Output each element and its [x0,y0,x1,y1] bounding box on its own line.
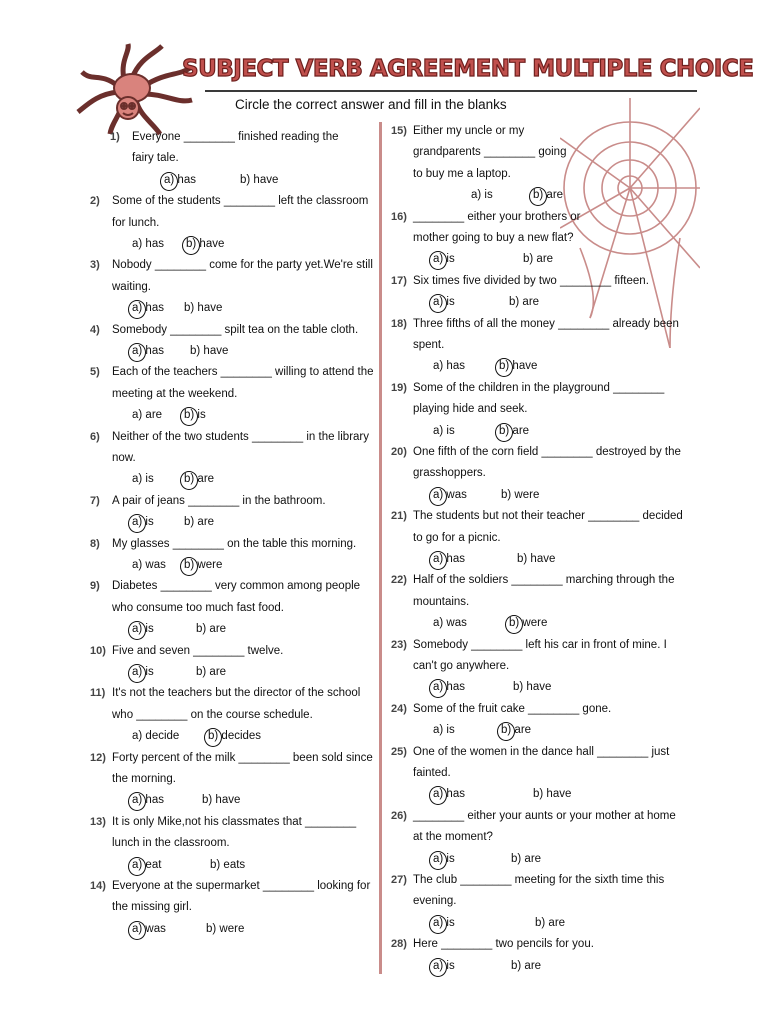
answer-option-a[interactable]: a) is [433,724,455,737]
question-number: 6) [90,430,100,443]
answer-options [413,549,683,570]
answer-option-a[interactable]: a) was [433,617,467,630]
question-text: Half of the soldiers ________ marching through the mountains. [413,574,675,608]
question-20 [393,442,683,506]
answer-option-a[interactable]: a) is [471,189,493,202]
question-8 [92,534,374,577]
question-text: My glasses ________ on the table this morning. [112,537,357,550]
answer-option-a[interactable]: a) was [132,919,166,940]
answer-option-a[interactable]: a) was [132,559,166,572]
answer-option-b[interactable]: b) have [186,234,224,255]
answer-option-b[interactable]: b) are [511,959,542,972]
question-number: 5) [90,366,100,379]
question-number: 19) [391,381,407,394]
answer-options [413,185,683,206]
answer-option-b[interactable]: b) have [240,173,279,186]
question-number: 11) [90,687,106,700]
question-number: 12) [90,751,106,764]
answer-options [413,677,683,698]
question-number: 1) [110,131,120,143]
answer-option-b[interactable]: b) were [184,555,222,576]
question-11 [92,683,374,747]
answer-options [413,249,683,270]
answer-options [112,341,374,362]
answer-option-a[interactable]: a) is [132,473,154,486]
question-number: 14) [90,880,106,893]
question-number: 17) [391,274,407,287]
answer-options [112,512,374,533]
question-number: 26) [391,809,407,822]
answer-options [413,356,683,377]
question-text: The students but not their teacher ________ decided to go for a picnic. [413,510,683,544]
answer-option-b[interactable]: b) have [202,794,241,807]
page-title: SUBJECT VERB AGREEMENT MULTIPLE CHOICE [182,56,754,82]
question-25 [393,742,683,806]
question-text: A pair of jeans ________ in the bathroom. [112,494,326,507]
answer-option-a[interactable]: a) are [132,409,163,422]
answer-options [112,298,374,319]
question-text: Six times five divided by two ________ fifteen. [413,274,649,287]
answer-options [413,913,683,934]
question-text: The club ________ meeting for the sixth time this evening. [413,874,665,908]
question-text: Three fifths of all the money ________ already been spent. [413,317,679,352]
answer-options [413,720,683,741]
question-9 [92,576,374,640]
question-text: Somebody ________ left his car in front of mine. I can't go anywhere. [413,638,667,673]
question-text: Some of the children in the playground ________ playing hide and seek. [413,381,665,416]
answer-option-a[interactable]: a) is [433,249,455,270]
question-text: Either my uncle or my grandparents ________ going to buy me a laptop. [413,125,567,180]
answer-option-b[interactable]: b) have [517,553,556,566]
answer-option-a[interactable]: a) decide [132,730,180,743]
question-number: 2) [90,195,100,208]
question-27 [393,870,683,934]
question-text: Here ________ two pencils for you. [413,938,594,951]
question-number: 7) [90,494,100,507]
question-4 [92,320,374,363]
question-17 [393,271,683,314]
question-number: 18) [391,317,407,330]
answer-option-b[interactable]: b) are [523,253,554,266]
answer-option-a[interactable]: a) is [132,512,154,533]
answer-options [132,170,374,191]
question-list-right [393,121,683,977]
question-19 [393,378,683,442]
question-22 [393,570,683,634]
answer-options [413,421,683,442]
answer-option-a[interactable]: a) eat [132,855,161,876]
answer-option-a[interactable]: a) is [433,424,455,437]
question-7 [92,491,374,534]
answer-option-b[interactable]: b) were [501,488,540,501]
answer-option-b[interactable]: b) are [501,720,531,741]
answer-option-a[interactable]: a) is [132,662,154,683]
answer-options [112,662,374,683]
question-text: It is only Mike,not his classmates that ________ lunch in the classroom. [112,815,357,850]
question-number: 24) [391,702,407,715]
question-21 [393,506,683,570]
answer-options [112,555,374,576]
answer-option-b[interactable]: b) are [533,185,563,206]
answer-option-a[interactable]: a) has [164,170,196,191]
answer-option-b[interactable]: b) are [196,666,227,679]
question-1 [92,127,374,191]
question-number: 3) [90,259,100,272]
question-text: One fifth of the corn field ________ destroyed by the grasshoppers. [413,446,681,480]
question-3 [92,255,374,319]
question-number: 8) [90,537,100,550]
question-14 [92,876,374,940]
question-text: Everyone at the supermarket ________ looking for the missing girl. [112,880,371,914]
answer-option-a[interactable]: a) is [433,292,455,313]
question-text: Some of the fruit cake ________ gone. [413,702,612,715]
question-number: 27) [391,874,407,887]
answer-option-b[interactable]: b) are [535,916,566,929]
question-number: 20) [391,446,407,459]
answer-options [112,469,374,490]
question-number: 25) [391,745,407,758]
question-28 [393,934,683,977]
answer-option-a[interactable]: a) was [433,485,467,506]
question-text: ________ either your aunts or your mother at home at the moment? [413,809,676,844]
answer-options [413,292,683,313]
question-26 [393,806,683,870]
answer-option-b[interactable]: b) eats [210,858,246,871]
question-number: 10) [90,644,106,657]
question-number: 23) [391,638,407,651]
answer-option-b[interactable]: b) are [509,296,540,309]
answer-option-a[interactable]: a) is [433,913,455,934]
answer-options [112,919,374,940]
answer-options [112,619,374,640]
answer-option-b[interactable]: b) are [499,421,529,442]
question-5 [92,362,374,426]
question-number: 21) [391,510,407,523]
answer-option-a[interactable]: a) is [433,849,455,870]
question-13 [92,812,374,876]
title-underline [205,90,697,92]
answer-option-b[interactable]: b) have [190,345,229,358]
answer-option-a[interactable]: a) has [433,549,465,570]
question-16 [393,207,683,271]
question-number: 28) [391,938,407,951]
answer-option-a[interactable]: a) has [433,360,465,373]
answer-options [112,726,374,747]
answer-options [112,405,374,426]
answer-options [112,234,374,255]
answer-option-b[interactable]: b) are [511,852,542,865]
question-text: Each of the teachers ________ willing to attend the meeting at the weekend. [112,366,374,400]
question-24 [393,699,683,742]
question-text: ________ either your brothers or mother going to buy a new flat? [413,210,581,245]
answer-option-b[interactable]: b) are [196,623,227,636]
answer-option-b[interactable]: b) decides [208,726,261,747]
question-text: One of the women in the dance hall ________ just fainted. [413,745,670,780]
question-number: 15) [391,125,407,137]
answer-options [112,790,374,811]
answer-option-a[interactable]: a) has [132,341,164,362]
question-15 [393,121,683,207]
answer-option-b[interactable]: b) were [206,922,245,935]
question-text: Somebody ________ spilt tea on the table cloth. [112,323,359,336]
answer-option-a[interactable]: a) has [132,298,164,319]
answer-options [413,784,683,805]
question-text: Forty percent of the milk ________ been sold since the morning. [112,751,373,786]
answer-option-b[interactable]: b) have [533,788,572,801]
answer-option-a[interactable]: a) is [433,956,455,977]
answer-option-b[interactable]: b) have [499,356,537,377]
question-number: 9) [90,580,100,593]
question-number: 22) [391,574,407,587]
answer-option-b[interactable]: b) are [184,516,215,529]
question-number: 13) [90,815,106,828]
answer-options [413,613,683,634]
instructions: Circle the correct answer and fill in the blanks [235,97,507,112]
question-12 [92,748,374,812]
answer-options [413,485,683,506]
answer-option-b[interactable]: b) is [184,405,206,426]
answer-option-a[interactable]: a) has [132,790,164,811]
column-divider [379,122,382,974]
question-number: 16) [391,210,407,223]
answer-options [413,956,683,977]
question-text: Everyone ________ finished reading the fairy tale. [132,131,339,165]
answer-option-a[interactable]: a) is [132,619,154,640]
answer-option-a[interactable]: a) has [132,238,164,251]
question-text: Five and seven ________ twelve. [112,644,284,657]
question-text: Diabetes ________ very common among people who consume too much fast food. [112,580,361,614]
question-text: Some of the students ________ left the classroom for lunch. [112,195,369,229]
answer-option-b[interactable]: b) were [509,613,547,634]
question-number: 4) [90,323,100,336]
answer-options [413,849,683,870]
question-text: Neither of the two students ________ in the library now. [112,430,369,465]
question-10 [92,641,374,684]
question-6 [92,427,374,491]
question-text: Nobody ________ come for the party yet.We're still waiting. [112,259,373,293]
answer-option-a[interactable]: a) has [433,784,465,805]
answer-option-b[interactable]: b) have [184,302,223,315]
answer-option-a[interactable]: a) has [433,677,465,698]
answer-options [112,855,374,876]
question-list-left [92,127,374,940]
question-18 [393,314,683,378]
question-2 [92,191,374,255]
question-text: It's not the teachers but the director of the school who ________ on the course schedule. [112,687,361,721]
question-23 [393,635,683,699]
answer-option-b[interactable]: b) are [184,469,214,490]
answer-option-b[interactable]: b) have [513,681,552,694]
